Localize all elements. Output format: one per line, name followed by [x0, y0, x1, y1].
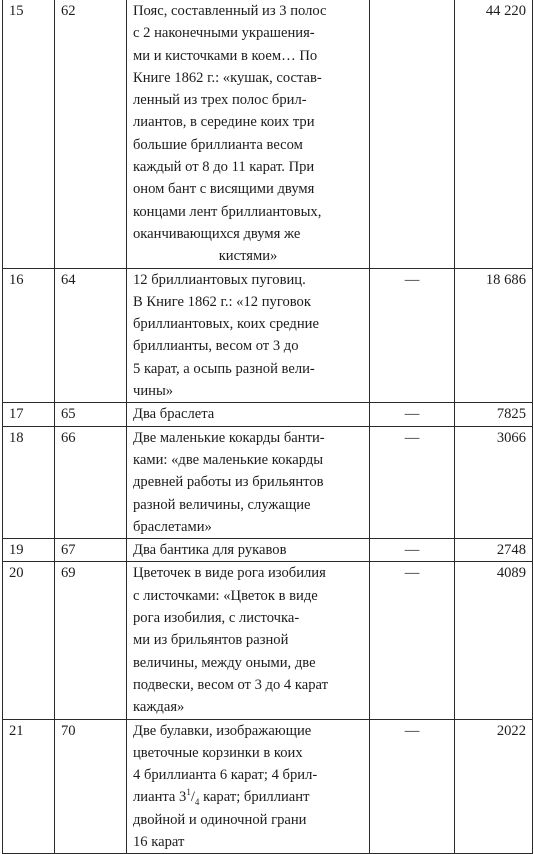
description-line: подвески, весом от 3 до 4 карат: [133, 676, 328, 693]
description-line: рога изобилия, с листочка-: [133, 610, 300, 627]
row-number-cell: 15: [3, 0, 55, 268]
description-line: величины, между оными, две: [133, 654, 316, 671]
description-line: В Книге 1862 г.: «12 пуговок: [133, 293, 311, 310]
description-line: Две булавки, изображающие: [133, 722, 312, 739]
table-row: [3, 539, 533, 562]
inventory-number-cell: 66: [55, 426, 127, 538]
fraction-after: карат; бриллиант: [199, 789, 310, 806]
row-number-cell: 21: [3, 719, 55, 854]
price-cell: 2748: [455, 539, 533, 562]
fraction-slash: /: [190, 789, 195, 806]
description-line: каждая»: [133, 699, 185, 716]
description-cell: [127, 562, 370, 719]
description-line: 16 карат: [133, 833, 185, 850]
inventory-number-cell: 64: [55, 268, 127, 403]
description-line: браслетами»: [133, 518, 212, 535]
price-cell: 2022: [455, 719, 533, 854]
description-line: чины»: [133, 383, 174, 400]
description-cell: [127, 403, 370, 426]
description-line: разной величины, служащие: [133, 496, 311, 513]
description-line: ленный из трех полос брил-: [133, 92, 307, 109]
table-row: [3, 403, 533, 426]
table-body: [3, 0, 533, 854]
description-line: кистями»: [218, 248, 278, 265]
inventory-number-cell: 70: [55, 719, 127, 854]
table-row: [3, 562, 533, 719]
description-line: цветочные корзинки в коих: [133, 744, 303, 761]
row-number-cell: 17: [3, 403, 55, 426]
dash-cell: [370, 0, 455, 268]
jewelry-inventory-table: [2, 0, 533, 854]
dash-cell: —: [370, 719, 455, 854]
dash-cell: —: [370, 268, 455, 403]
description-cell: [127, 0, 370, 268]
price-cell: 7825: [455, 403, 533, 426]
row-number-cell: 16: [3, 268, 55, 403]
description-line: 5 карат, а осыпь разной вели-: [133, 360, 315, 377]
fraction-denominator: 4: [194, 797, 200, 808]
fraction-before: лианта 3: [133, 789, 187, 806]
description-cell: [127, 719, 370, 854]
inventory-number-cell: 65: [55, 403, 127, 426]
table-row: [3, 426, 533, 538]
description-line: ми из брильянтов разной: [133, 632, 289, 649]
description-cell: [127, 426, 370, 538]
price-cell: 44 220: [455, 0, 533, 268]
description-line: Пояс, составленный из 3 полос: [133, 3, 327, 19]
table-row: [3, 0, 533, 268]
dash-cell: —: [370, 426, 455, 538]
description-line: оном бант с висящими двумя: [133, 181, 315, 198]
description-line: ками: «две маленькие кокарды: [133, 451, 324, 468]
dash-cell: —: [370, 562, 455, 719]
row-number-cell: 20: [3, 562, 55, 719]
description-line-fraction: [133, 786, 363, 808]
row-number-cell: 19: [3, 539, 55, 562]
fraction-numerator: 1: [186, 787, 191, 798]
description-line: Цветочек в виде рога изобилия: [133, 565, 326, 582]
row-number-cell: 18: [3, 426, 55, 538]
description-line: большие бриллианта весом: [133, 136, 303, 153]
price-cell: 18 686: [455, 268, 533, 403]
description-line: Книге 1862 г.: «кушак, состав-: [133, 69, 322, 86]
description-line: лиантов, в середине коих три: [133, 114, 315, 131]
inventory-number-cell: 69: [55, 562, 127, 719]
description-line: ми и кисточками в коем… По: [133, 47, 318, 64]
description-line: с листочками: «Цветок в виде: [133, 587, 318, 604]
description-line: бриллианты, весом от 3 до: [133, 338, 299, 355]
description-line: 12 бриллиантовых пуговиц.: [133, 271, 306, 288]
dash-cell: —: [370, 403, 455, 426]
description-line: Два бантика для рукавов: [133, 542, 287, 559]
description-line: Два браслета: [133, 406, 215, 423]
description-line: концами лент бриллиантовых,: [133, 203, 322, 220]
description-line: бриллиантовых, коих средние: [133, 316, 319, 333]
inventory-number-cell: 62: [55, 0, 127, 268]
dash-cell: —: [370, 539, 455, 562]
description-line: оканчивающихся двумя же: [133, 225, 301, 242]
price-cell: 4089: [455, 562, 533, 719]
table-row: [3, 719, 533, 854]
table-row: [3, 268, 533, 403]
inventory-number-cell: 67: [55, 539, 127, 562]
description-line: 4 бриллианта 6 карат; 4 брил-: [133, 767, 318, 784]
description-line: Две маленькие кокарды банти-: [133, 429, 325, 446]
price-cell: 3066: [455, 426, 533, 538]
description-line: древней работы из брильянтов: [133, 474, 324, 491]
description-line: каждый от 8 до 11 карат. При: [133, 159, 315, 176]
description-line: двойной и одиночной грани: [133, 811, 307, 828]
description-cell: [127, 268, 370, 403]
description-cell: [127, 539, 370, 562]
description-line: с 2 наконечными украшения-: [133, 25, 315, 42]
